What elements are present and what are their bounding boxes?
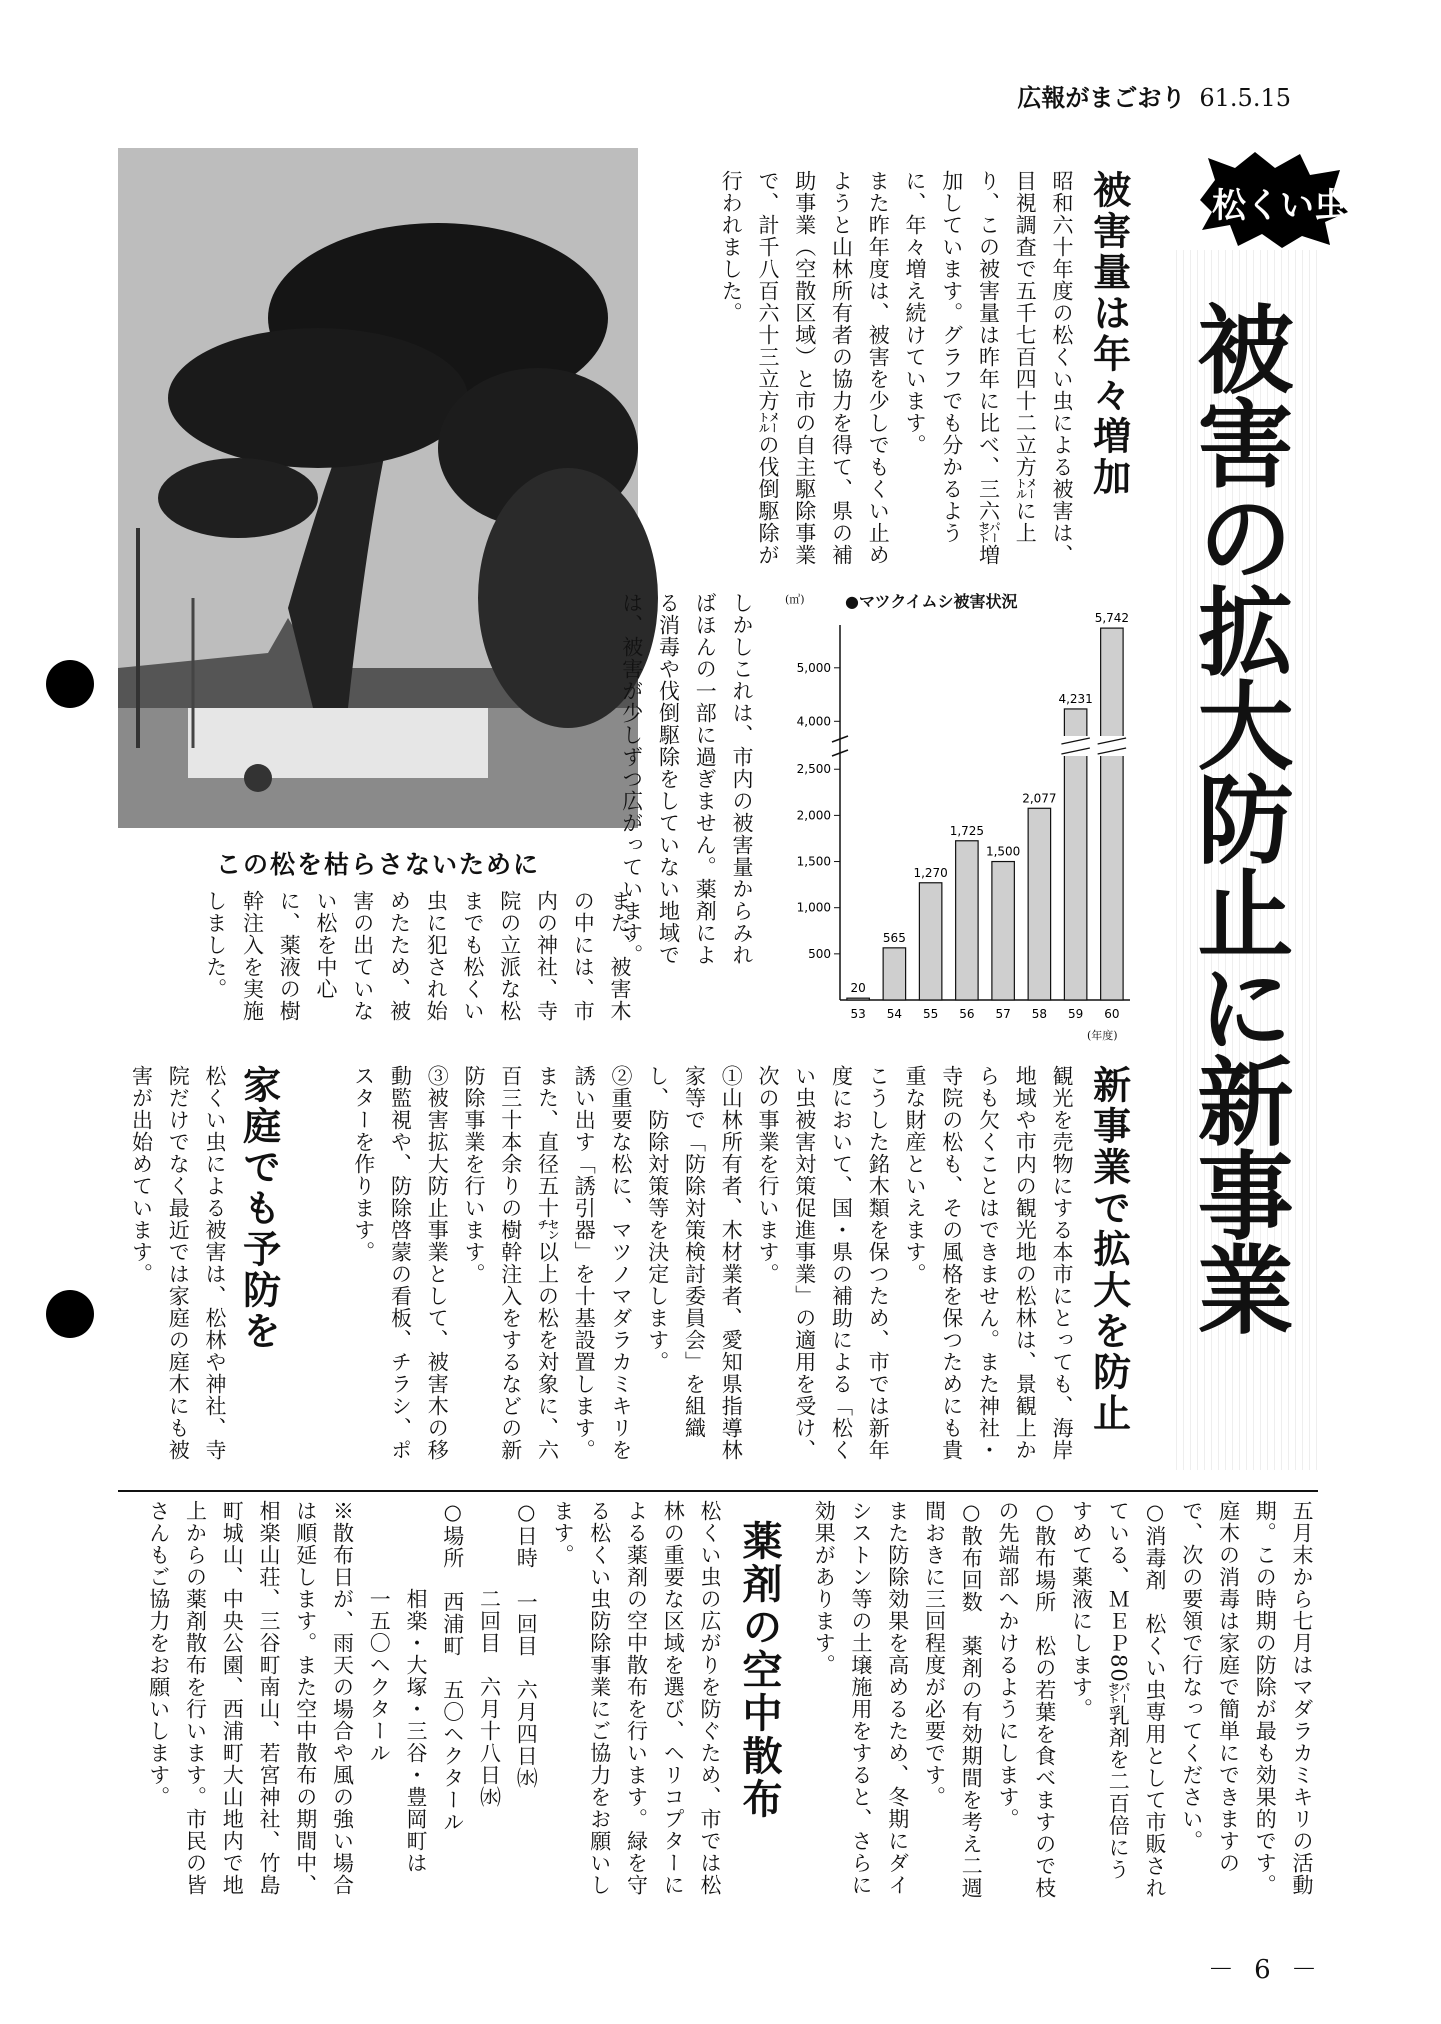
chart-xtick-label: 57 [995,1007,1011,1021]
section2-heading: 新事業で拡大を防止 [1086,1065,1131,1434]
chart-xtick-label: 55 [922,1007,939,1021]
section1-p3: しかしこれは、市内の被害量からみればほんの一部に過ぎません。薬剤による消毒や伐倒駆除をしていない地域では、被害が少しずつ広がっています。 [619,592,754,966]
chart-ytick-label: 4,000 [796,714,831,729]
section4-p2: ○消毒剤 松くい虫専用として市販されている、ＭＥＰ80㌫乳剤を二百倍にうすめて薬液にします。 [1069,1500,1167,1899]
section5-p1: 松くい虫の広がりを防ぐため、市では松林の重要な区域を選び、ヘリコプターによる薬剤の空中散布を行います。緑を守る松くい虫防除事業にご協力をお願いします。 [551,1500,722,1896]
pine-tree-illustration [118,148,638,828]
chart-data-label: 565 [882,930,906,945]
issue-date: 61.5.15 [1199,84,1291,112]
page-number: － 6 － [1207,1955,1323,1985]
section4-body [795,1500,1320,1900]
chart-data-label: 5,742 [1094,611,1130,626]
section4-p5: また防除効果を高めるため、冬期にダイシストン等の土壌施用をすると、さらに効果があります。 [812,1500,910,1896]
section5-p4: ○場所 西浦町 五〇ヘクタール [440,1500,465,1833]
chart-bar [992,862,1014,1000]
chart-data-label: 20 [850,981,866,996]
photo-caption: この松を枯らさないために [215,850,540,879]
chart-bar [847,998,869,1000]
section5-p6: 一五〇ヘクタール [367,1500,392,1764]
section2-body [351,1065,1080,1475]
section2-p5: ③被害拡大防止事業として、被害木の移動監視や、防除啓蒙の看板、チラシ、ポスターを作ります。 [351,1065,450,1461]
chart-xtick-label: 58 [1031,1007,1048,1021]
section1-p1: 昭和六十年度の松くい虫による被害は、目視調査で五千七百四十二立方㍍に上り、この被害量は昨年に比べ、三六㌫増加しています。グラフでも分かるように、年々増え続けています。 [903,170,1074,566]
chart-ytick-label: 500 [808,946,831,961]
badge-label: 松くい虫 [1212,186,1348,226]
chart-ytick-label: 1,500 [796,854,831,869]
title-badge [1190,150,1350,250]
chart-xlabel: (年度) [1087,1029,1118,1042]
chart-ylabel: (㎥) [785,593,805,606]
chart-data-label: 1,500 [985,844,1021,859]
section4-p4: ○散布回数 薬剤の有効期間を考え二週間おきに三回程度が必要です。 [922,1500,984,1899]
chart-title: ●マツクイムシ被害状況 [845,592,1018,611]
section2-p2: こうした銘木類を保つため、市では新年度において、国・県の補助による「松くい虫被害対策促進事業」の適用を受け、次の事業を行います。 [756,1065,891,1461]
section5-p2: ○日時 一回目 六月四日㈬ [514,1500,539,1789]
chart-xtick-label: 59 [1067,1007,1084,1021]
section5-p3: 二回目 六月十八日㈬ [477,1500,502,1808]
pine-tree-photo [118,148,638,828]
chart-ytick-label: 2,500 [796,762,831,777]
section1-heading: 被害量は年々増加 [1086,170,1131,498]
section1-body-top [660,170,1080,575]
chart-bar [883,948,905,1000]
section1-p2: また昨年度は、被害を少しでもくい止めようと山林所有者の協力を得て、県の補助事業（空散区域）と市の自主駆除事業で、計千八百六十三立方㍍の伐倒駆除が行われました。 [719,170,891,566]
chart-xtick-label: 53 [850,1007,866,1021]
section5-body [118,1500,728,1900]
main-title: 被害の拡大防止に新事業 [1182,300,1294,1334]
section1-p4: また、被害木の中には、市内の神社、寺院の立派な松までも松くい虫に犯され始めたため、被害の出ていない松を中心に、薬液の樹幹注入を実施しました。 [203,890,632,1022]
binder-hole-bottom [46,1290,94,1338]
section-divider [118,1490,1318,1492]
chart-data-label: 4,231 [1058,691,1093,706]
section3-heading: 家庭でも予防を [236,1065,281,1352]
publication-name: 広報がまごおり [1017,84,1186,112]
chart-bar [1101,628,1123,1000]
section2-p4: ②重要な松に、マツノマダラカミキリを誘い出す「誘引器」を十基設置します。また、直径五十㌢以上の松を対象に、六百三十本余りの樹幹注入をするなどの新防除事業を行います。 [462,1065,633,1461]
section5-heading: 薬剤の空中散布 [736,1520,782,1821]
binder-hole-top [46,660,94,708]
section1-body-bottom [118,890,638,1040]
chart-data-label: 2,077 [1022,791,1057,806]
section4-p3: ○散布場所 松の若葉を食べますので枝の先端部へかけるようにします。 [996,1500,1057,1899]
section3-body [118,1065,233,1475]
section1-body-middle [619,592,760,987]
chart-ytick-label: 2,000 [796,808,831,823]
chart-ytick-label: 5,000 [796,660,831,675]
chart-canvas [765,585,1145,1045]
chart-bar [919,883,941,1000]
section5-p5: 相楽・大塚・三谷・豊岡町は [404,1500,428,1874]
section2-p3: ①山林所有者、木材業者、愛知県指導林家等で「防除対策検討委員会」を組織し、防除対策等を決定します。 [645,1065,744,1461]
chart-xtick-label: 56 [959,1007,975,1021]
chart-ytick-label: 1,000 [796,900,831,915]
chart-xtick-label: 60 [1104,1007,1120,1021]
page-header [1017,78,1291,113]
chart-xtick-label: 54 [886,1007,903,1021]
section2-p1: 観光を売物にする本市にとっても、海岸地域や市内の観光地の松林は、景観上からも欠くことはできません。また神社・寺院の松も、その風格を保つためにも貴重な財産といえます。 [903,1065,1074,1461]
chart-bar [1028,808,1050,1000]
section3-p1: 松くい虫による被害は、松林や神社、寺院だけでなく最近では家庭の庭木にも被害が出始めています。 [129,1065,227,1461]
chart-data-label: 1,270 [913,865,948,880]
section5-p7: ※散布日が、雨天の場合や風の強い場合は順延します。また空中散布の期間中、相楽山荘、三谷町南山、若宮神社、竹島町城山、中央公園、西浦町大山地内で地上からの薬剤散布を行います。市民の皆さんもご協力をお願いします。 [146,1500,355,1896]
section4-p1: 五月末から七月はマダラカミキリの活動期。この時期の防除が最も効果的です。庭木の消毒は家庭で簡単にできますので、次の要領で行なってください。 [1179,1500,1314,1896]
damage-chart [765,585,1145,1045]
chart-bar [956,841,978,1000]
chart-data-label: 1,725 [949,823,985,838]
